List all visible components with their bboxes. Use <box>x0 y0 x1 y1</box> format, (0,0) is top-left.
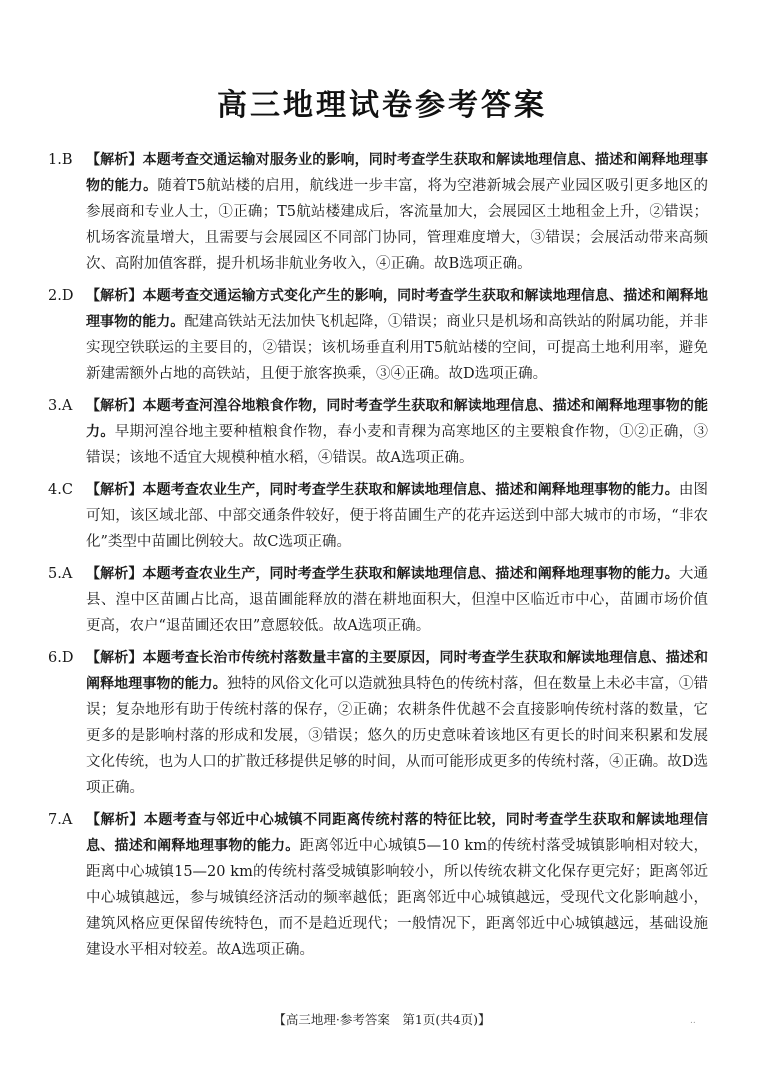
analysis-text: 早期河湟谷地主要种植粮食作物，春小麦和青稞为高寒地区的主要粮食作物，①②正确，③错误；该地不适宜大规模种植水稻，④错误。故A选项正确。 <box>86 424 709 466</box>
page-title: 高三地理试卷参考答案 <box>217 88 547 123</box>
answer-list <box>48 147 708 969</box>
answer-number: 7.A <box>48 812 73 828</box>
answer-number: 1.B <box>48 152 73 168</box>
answer-number: 6.D <box>48 650 74 666</box>
analysis-lead: 本题考查长治市传统村落数量丰富的主要原因，同时考查学生获取和解读地理信息、描述和阐释地理事物的能力。 <box>86 650 709 692</box>
answer-item-5 <box>48 561 708 639</box>
answer-number: 2.D <box>48 288 74 304</box>
analysis-tag: 【解析】 <box>86 288 143 304</box>
analysis-text: 独特的风俗文化可以造就独具特色的传统村落，但在数量上未必丰富，①错误；复杂地形有助于传统村落的保存，②正确；农耕条件优越不会直接影响传统村落的数量，它更多的是影响村落的形成和发展，③错误；悠久的历史意味着该地区有更长的时间来积累和发展文化传统，也为人口的扩散迁移提供足够的时间，从而可能形成更多的传统村落，④正确。故D选项正确。 <box>86 676 709 796</box>
analysis-tag: 【解析】 <box>86 482 143 498</box>
analysis-tag: 【解析】 <box>86 566 143 582</box>
page-footer: 【高三地理·参考答案 第1页(共4页)】 <box>273 1012 491 1027</box>
answer-item-2 <box>48 283 708 387</box>
analysis-text: 距离邻近中心城镇5—10 km的传统村落受城镇影响相对较大，距离中心城镇15—20 km的传统村落受城镇影响较小，所以传统农耕文化保存更完好；距离邻近中心城镇越远，参与城镇经济活动的频率越低；距离邻近中心城镇越远，受现代文化影响越小，建筑风格应更保留传统特色，而不是趋近现代；一般情况下，距离邻近中心城镇越远，基础设施建设水平相对较差。故A选项正确。 <box>86 838 708 958</box>
answer-item-1 <box>48 147 708 277</box>
answer-item-4 <box>48 477 708 555</box>
analysis-text: 随着T5航站楼的启用，航线进一步丰富，将为空港新城会展产业园区吸引更多地区的参展商和专业人士，①正确；T5航站楼建成后，客流量加大，会展园区土地租金上升，②错误；机场客流量增大，且需要与会展园区不同部门协同，管理难度增大，③错误；会展活动带来高频次、高附加值客群，提升机场非航业务收入，④正确。故B选项正确。 <box>86 178 708 272</box>
answer-item-3 <box>48 393 708 471</box>
analysis-lead: 本题考查河湟谷地粮食作物，同时考查学生获取和解读地理信息、描述和阐释地理事物的能力。 <box>86 398 709 440</box>
answer-item-7 <box>48 807 708 963</box>
answer-number: 4.C <box>48 482 73 498</box>
analysis-lead: 本题考查与邻近中心城镇不同距离传统村落的特征比较，同时考查学生获取和解读地理信息、描述和阐释地理事物的能力。 <box>86 812 708 854</box>
analysis-text: 由图可知，该区域北部、中部交通条件较好，便于将苗圃生产的花卉运送到中部大城市的市场，“非农化”类型中苗圃比例较大。故C选项正确。 <box>86 482 709 550</box>
answer-number: 5.A <box>48 566 73 582</box>
analysis-lead: 本题考查农业生产，同时考查学生获取和解读地理信息、描述和阐释地理事物的能力。 <box>142 482 679 498</box>
analysis-lead: 本题考查交通运输方式变化产生的影响，同时考查学生获取和解读地理信息、描述和阐释地理事物的能力。 <box>86 288 709 330</box>
analysis-lead: 本题考查交通运输对服务业的影响，同时考查学生获取和解读地理信息、描述和阐释地理事物的能力。 <box>86 152 709 194</box>
analysis-lead: 本题考查农业生产，同时考查学生获取和解读地理信息、描述和阐释地理事物的能力。 <box>142 566 679 582</box>
analysis-text: 配建高铁站无法加快飞机起降，①错误；商业只是机场和高铁站的附属功能，并非实现空铁联运的主要目的，②错误；该机场垂直利用T5航站楼的空间，可提高土地利用率，避免新建需额外占地的高铁站，且便于旅客换乘，③④正确。故D选项正确。 <box>86 314 709 382</box>
corner-mark: .. <box>690 1016 696 1026</box>
answer-item-6 <box>48 645 708 801</box>
analysis-text: 大通县、湟中区苗圃占比高，退苗圃能释放的潜在耕地面积大，但湟中区临近市中心，苗圃市场价值更高，农户“退苗圃还农田”意愿较低。故A选项正确。 <box>86 566 709 634</box>
analysis-tag: 【解析】 <box>86 398 143 414</box>
analysis-tag: 【解析】 <box>86 650 143 666</box>
answer-number: 3.A <box>48 398 73 414</box>
analysis-tag: 【解析】 <box>86 812 144 828</box>
analysis-tag: 【解析】 <box>86 152 143 168</box>
